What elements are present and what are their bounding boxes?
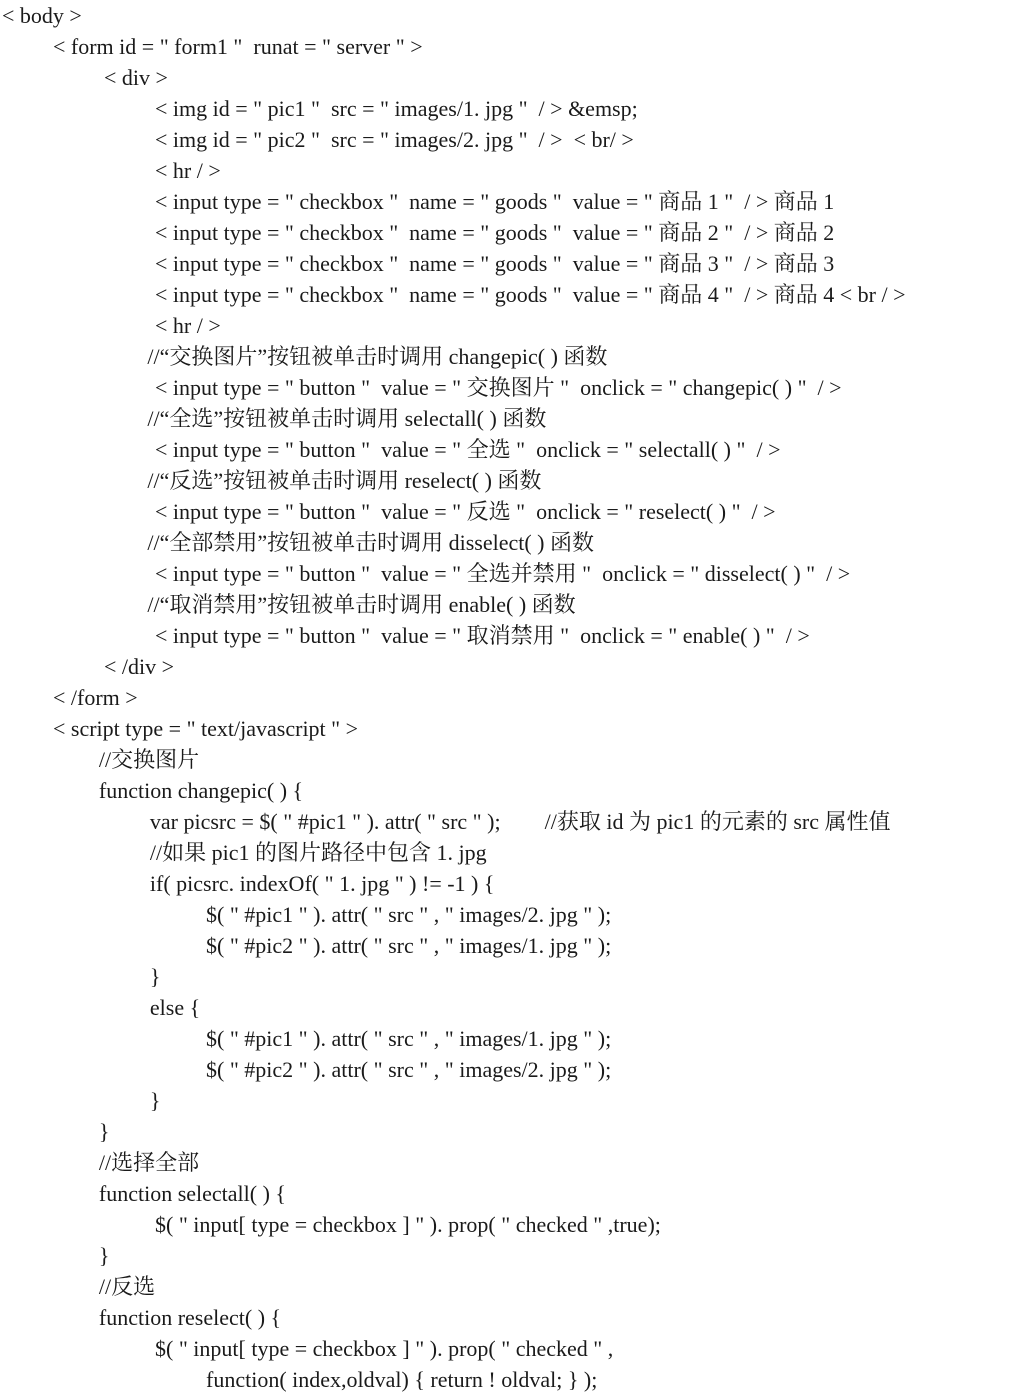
code-line: //“反选”按钮被单击时调用 reselect( ) 函数 (147, 468, 542, 493)
code-line: < input type = " button " value = " 全选并禁用 " onclick = " disselect( ) " / > (155, 561, 851, 586)
code-line: var picsrc = $( " #pic1 " ). attr( " src " ); //获取 id 为 pic1 的元素的 src 属性值 (149, 809, 891, 834)
code-line: //“全选”按钮被单击时调用 selectall( ) 函数 (147, 406, 547, 431)
code-line: function changepic( ) { (98, 778, 304, 803)
code-line: //如果 pic1 的图片路径中包含 1. jpg (149, 840, 487, 865)
code-line: function( index,oldval) { return ! oldval; } ); (206, 1367, 598, 1392)
code-line: < img id = " pic2 " src = " images/2. jpg " / > < br/ > (155, 127, 634, 152)
code-line: function reselect( ) { (98, 1305, 282, 1330)
code-line: //“交换图片”按钮被单击时调用 changepic( ) 函数 (147, 344, 608, 369)
code-line: < input type = " checkbox " name = " goods " value = " 商品 3 " / > 商品 3 (155, 251, 835, 276)
code-line: < script type = " text/javascript " > (53, 716, 359, 741)
code-line: function selectall( ) { (98, 1181, 286, 1206)
code-line: < /form > (53, 685, 138, 710)
code-line: < input type = " button " value = " 全选 " onclick = " selectall( ) " / > (155, 437, 781, 462)
code-line: $( " #pic2 " ). attr( " src " , " images/2. jpg " ); (206, 1057, 612, 1082)
code-line: if( picsrc. indexOf( " 1. jpg " ) != -1 ) { (149, 871, 495, 896)
code-line: $( " #pic1 " ). attr( " src " , " images/2. jpg " ); (206, 902, 612, 927)
code-line: //“取消禁用”按钮被单击时调用 enable( ) 函数 (147, 592, 576, 617)
code-line: else { (149, 995, 201, 1020)
code-line: $( " input[ type = checkbox ] " ). prop( " checked " ,true); (155, 1212, 661, 1237)
code-line: < div > (104, 65, 168, 90)
code-line: //反选 (98, 1274, 156, 1299)
code-line: $( " input[ type = checkbox ] " ). prop( " checked " , (155, 1336, 614, 1361)
code-line: < hr / > (155, 313, 221, 338)
code-line: < input type = " button " value = " 交换图片 " onclick = " changepic( ) " / > (155, 375, 842, 400)
code-line: < form id = " form1 " runat = " server " > (53, 34, 423, 59)
code-line: < hr / > (155, 158, 221, 183)
code-line: < img id = " pic1 " src = " images/1. jpg " / > &emsp; (155, 96, 638, 121)
code-line: < input type = " checkbox " name = " goods " value = " 商品 2 " / > 商品 2 (155, 220, 835, 245)
code-line: < body > (2, 3, 82, 28)
code-line: < input type = " checkbox " name = " goods " value = " 商品 1 " / > 商品 1 (155, 189, 835, 214)
code-line: //选择全部 (98, 1150, 200, 1175)
code-line: } (98, 1243, 110, 1268)
code-line: $( " #pic2 " ). attr( " src " , " images/1. jpg " ); (206, 933, 612, 958)
code-line: < /div > (104, 654, 175, 679)
code-line: } (149, 964, 161, 989)
code-line: //交换图片 (98, 747, 200, 772)
code-line: //“全部禁用”按钮被单击时调用 disselect( ) 函数 (147, 530, 595, 555)
code-line: $( " #pic1 " ). attr( " src " , " images/1. jpg " ); (206, 1026, 612, 1051)
code-line: < input type = " button " value = " 反选 " onclick = " reselect( ) " / > (155, 499, 776, 524)
code-line: < input type = " checkbox " name = " goods " value = " 商品 4 " / > 商品 4 < br / > (155, 282, 906, 307)
code-line: } (149, 1088, 161, 1113)
code-line: < input type = " button " value = " 取消禁用 " onclick = " enable( ) " / > (155, 623, 810, 648)
code-line: } (98, 1119, 110, 1144)
